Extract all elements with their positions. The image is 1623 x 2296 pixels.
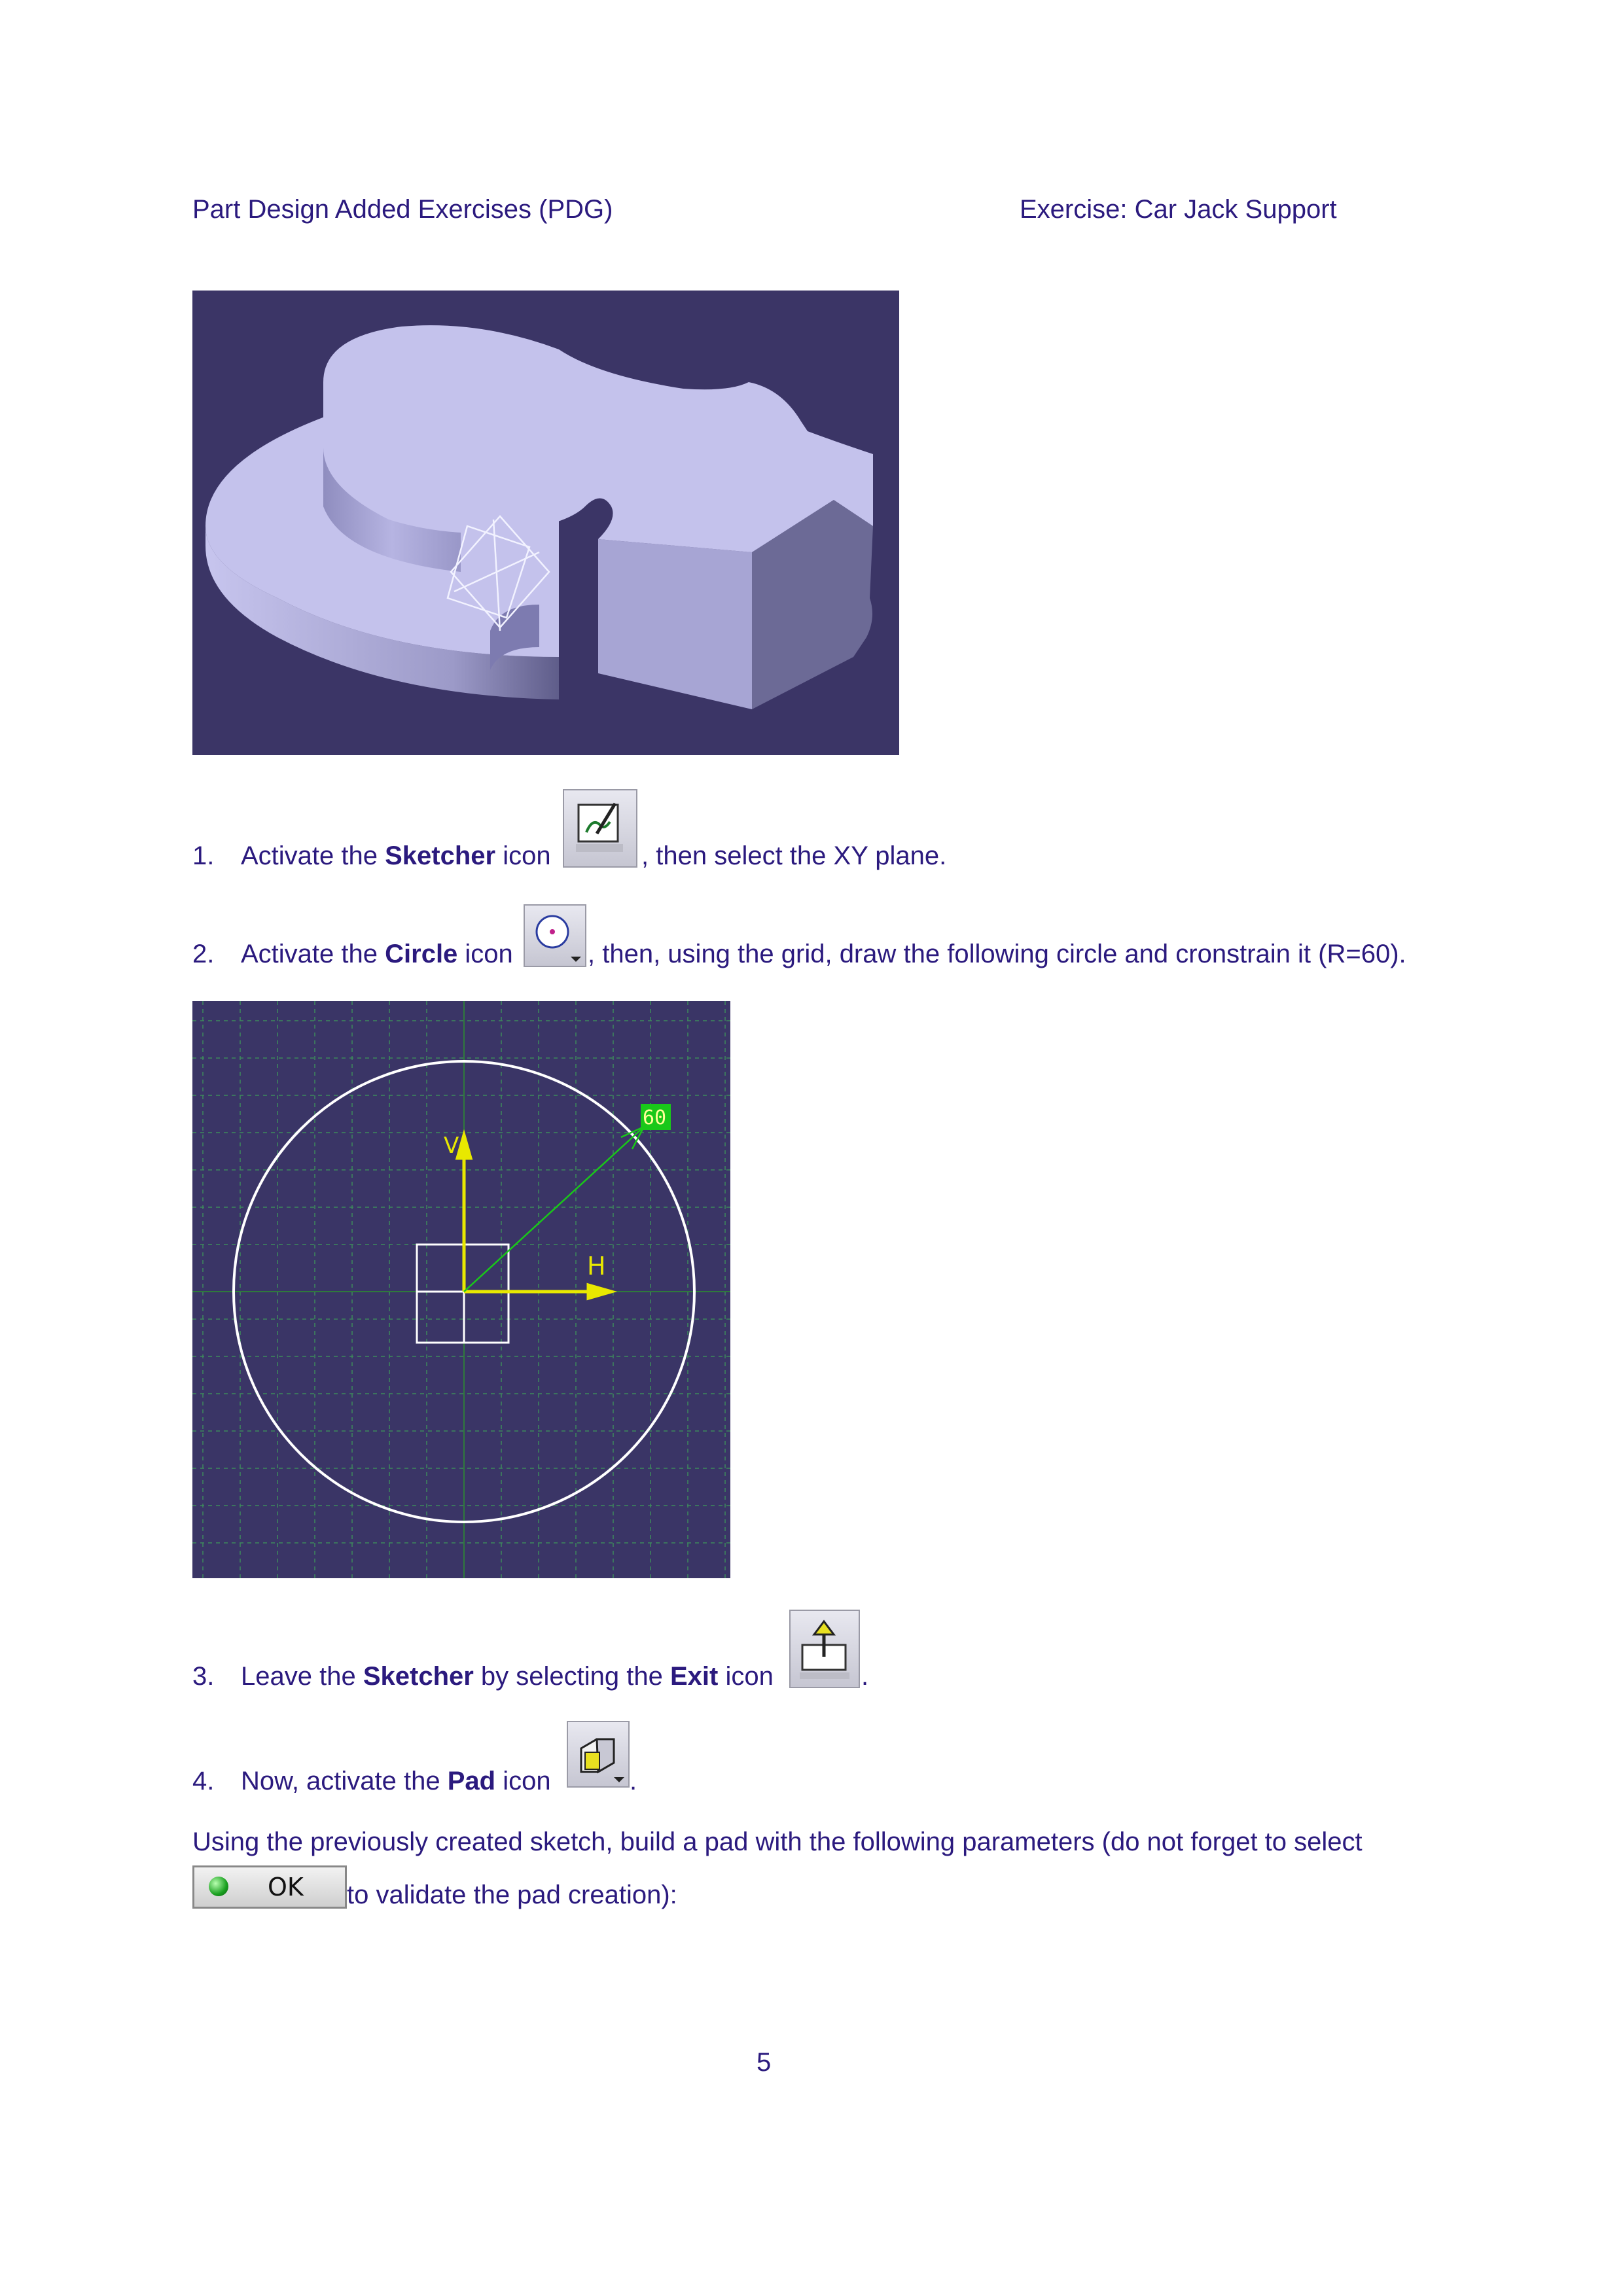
step-number: 2.	[192, 940, 215, 968]
step-bold-term: Exit	[670, 1662, 719, 1691]
exit-icon[interactable]	[789, 1610, 860, 1688]
instruction-paragraph-end: to validate the pad creation):	[347, 1881, 677, 1909]
h-axis-label: H	[587, 1252, 606, 1280]
step-number: 3.	[192, 1662, 215, 1691]
ok-button[interactable]	[192, 1865, 347, 1909]
step-number: 1.	[192, 841, 215, 870]
sketch-viewport	[192, 1001, 730, 1578]
step-text: Activate the	[241, 841, 385, 870]
dimension-label: 60	[643, 1106, 667, 1129]
pad-icon[interactable]	[567, 1721, 630, 1788]
exercise-title: Exercise: Car Jack Support	[1020, 195, 1337, 224]
step-text: Now, activate the	[241, 1767, 448, 1795]
instruction-paragraph: Using the previously created sketch, build a pad with the following parameters (do not forget to select	[192, 1828, 1363, 1856]
ok-button-label: OK	[268, 1873, 304, 1901]
circle-sketch	[192, 1001, 730, 1578]
circle-icon-glyph	[525, 906, 585, 966]
step-text: , then, using the grid, draw the following circle and cronstrain it (R=60).	[588, 940, 1406, 968]
part-3d-render	[192, 291, 899, 755]
step-text: icon	[495, 1767, 551, 1795]
sketcher-icon-glyph	[564, 790, 636, 866]
step-bold-term: Pad	[447, 1767, 496, 1795]
step-text: icon	[495, 841, 551, 870]
step-text: Leave the	[241, 1662, 363, 1691]
car-jack-support-model	[192, 291, 899, 755]
pad-icon-glyph	[568, 1722, 628, 1786]
step-text: by selecting the	[473, 1662, 670, 1691]
step-number: 4.	[192, 1767, 215, 1795]
sketcher-icon[interactable]	[563, 789, 637, 868]
v-axis-label: V	[444, 1133, 459, 1159]
step-text: .	[630, 1767, 637, 1795]
step-text: icon	[457, 940, 513, 968]
step-text: , then select the XY plane.	[641, 841, 947, 870]
circle-icon[interactable]	[524, 904, 586, 967]
exit-icon-glyph	[791, 1611, 859, 1687]
page-number: 5	[757, 2048, 772, 2077]
step-text: icon	[718, 1662, 774, 1691]
document-header-title: Part Design Added Exercises (PDG)	[192, 195, 613, 224]
step-text: Activate the	[241, 940, 385, 968]
step-bold-term: Circle	[385, 940, 458, 968]
step-bold-term: Sketcher	[363, 1662, 474, 1691]
green-status-icon	[209, 1877, 228, 1896]
step-bold-term: Sketcher	[385, 841, 496, 870]
step-text: .	[861, 1662, 869, 1691]
